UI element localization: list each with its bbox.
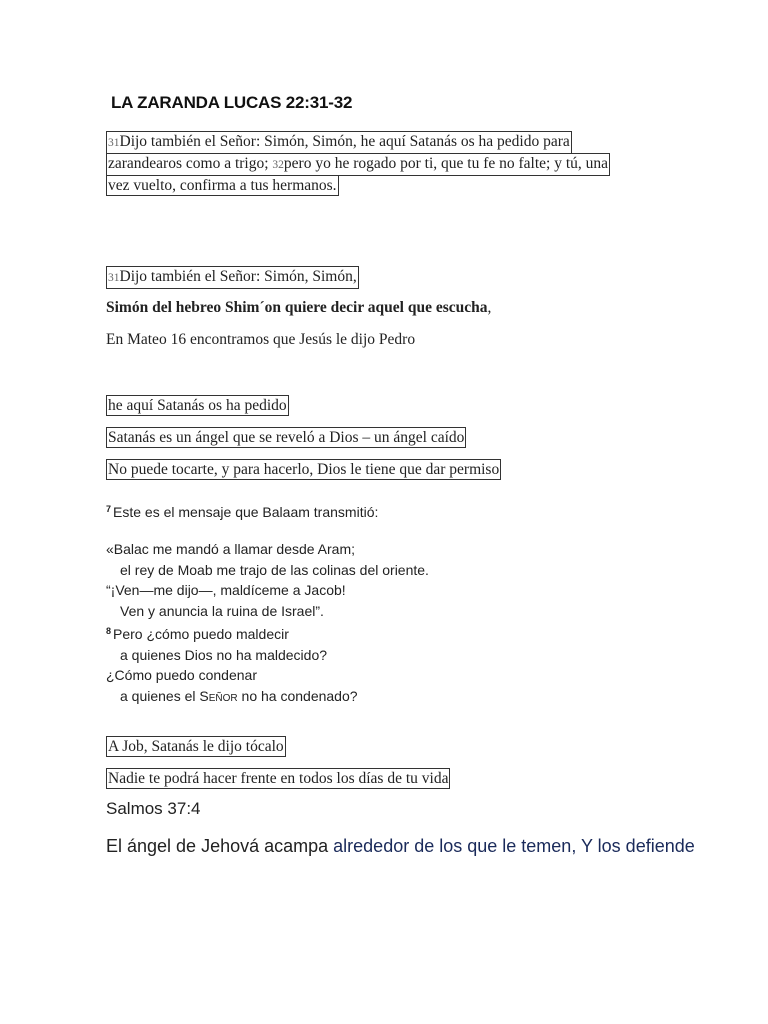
verse-number: 32 — [272, 159, 284, 171]
lord-smallcaps: Señor — [199, 687, 238, 704]
verse-number: 7 — [106, 504, 112, 514]
poem-line-text: no ha condenado? — [237, 687, 358, 704]
satan-box-1: he aquí Satanás os ha pedido — [108, 397, 287, 414]
poem-line: «Balac me mandó a llamar desde Aram; — [106, 541, 356, 557]
verse-ref-text: Dijo también el Señor: Simón, Simón, — [119, 268, 357, 285]
job-box-1: A Job, Satanás le dijo tócalo — [108, 738, 284, 755]
simon-note-tail: , — [487, 299, 492, 316]
poem-line: ¿Cómo puedo condenar — [106, 667, 257, 683]
passage-line-2 — [106, 153, 610, 176]
satan-box-2: Satanás es un ángel que se reveló a Dios – un ángel caído — [108, 429, 465, 446]
poem-line: Ven y anuncia la ruina de Israel”. — [120, 602, 324, 619]
job-box-2: Nadie te podrá hacer frente en todos los días de tu vida — [108, 770, 449, 787]
passage-line-3 — [106, 175, 339, 196]
poem-line: el rey de Moab me trajo de las colinas del oriente. — [120, 561, 429, 578]
poem-line — [106, 621, 429, 645]
poem-line: “¡Ven—me dijo—, maldíceme a Jacob! — [106, 582, 346, 598]
salmos-text-part-1: El ángel de Jehová acampa — [106, 836, 334, 856]
passage-text: vez vuelto, confirma a tus hermanos. — [108, 177, 337, 194]
passage-text: zarandearos como a trigo; — [108, 155, 273, 172]
poem-line-text: Pero ¿cómo puedo maldecir — [113, 626, 289, 642]
mateo-note: En Mateo 16 encontramos que Jesús le dijo Pedro — [106, 331, 416, 348]
salmos-reference: Salmos 37:4 — [106, 799, 201, 818]
verse-ref-box — [106, 266, 359, 289]
balaam-intro-text: Este es el mensaje que Balaam transmitió: — [113, 504, 379, 520]
passage-text: Dijo también el Señor: Simón, Simón, he aquí Satanás os ha pedido para — [119, 133, 570, 150]
salmos-text — [106, 834, 706, 859]
balaam-intro — [106, 499, 378, 523]
balaam-poem — [106, 539, 429, 706]
salmos-text-part-2: alrededor de los que le temen, Y los defiende — [333, 836, 695, 856]
verse-number: 31 — [108, 137, 120, 149]
poem-line: a quienes Dios no ha maldecido? — [120, 646, 328, 663]
poem-line — [106, 686, 429, 707]
satan-box-3: No puede tocarte, y para hacerlo, Dios le tiene que dar permiso — [108, 461, 500, 478]
simon-note-bold: Simón del hebreo Shim´on quiere decir aquel que escucha — [106, 299, 488, 316]
passage-text: pero yo he rogado por ti, que tu fe no falte; y tú, una — [283, 155, 609, 172]
verse-number: 31 — [108, 272, 120, 284]
verse-number: 8 — [106, 626, 112, 636]
poem-line-text: a quienes el — [120, 687, 200, 704]
page-title: LA ZARANDA LUCAS 22:31-32 — [111, 93, 353, 112]
passage-line-1 — [106, 131, 572, 154]
simon-note — [106, 299, 491, 317]
